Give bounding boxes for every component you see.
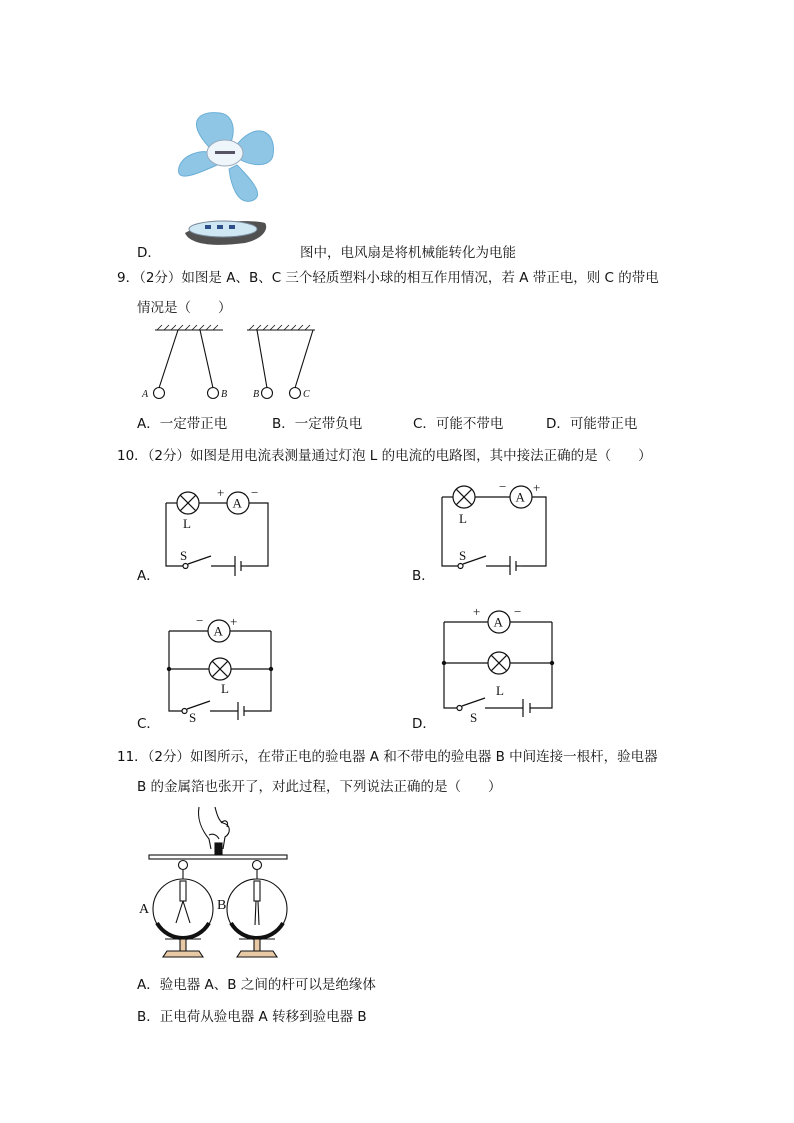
q10b-meter-letter: A xyxy=(515,489,525,505)
q9-label-c: C xyxy=(303,389,310,400)
q10-option-b: B． xyxy=(412,568,435,584)
q10b-switch-label: S xyxy=(459,548,467,563)
q10c-switch-label: S xyxy=(189,710,197,722)
q9-pendulum-figure xyxy=(135,322,325,404)
q9-label-a: A xyxy=(142,389,149,400)
q10a-meter-letter: A xyxy=(232,495,242,511)
q8-option-d-text: 图中，电风扇是将机械能转化为电能 xyxy=(300,245,516,261)
q9-option-a: A．一定带正电 xyxy=(137,416,228,432)
q9-stem-line2: 情况是（ ） xyxy=(137,300,232,316)
q10c-minus: − xyxy=(196,614,204,628)
q9-option-d: D．可能带正电 xyxy=(546,416,638,432)
q11-option-b: B．正电荷从验电器 A 转移到验电器 B xyxy=(137,1009,367,1025)
q10a-lamp-label: L xyxy=(183,516,191,531)
q10a-minus: − xyxy=(251,485,259,500)
q10c-lamp-label: L xyxy=(221,681,229,696)
q10-stem: 10．（2分）如图是用电流表测量通过灯泡 L 的电流的电路图，其中接法正确的是（ ） xyxy=(117,448,652,464)
q11-stem-line2: B 的金属箔也张开了，对此过程，下列说法正确的是（ ） xyxy=(137,779,502,795)
q10-option-c: C． xyxy=(137,716,160,732)
q9-label-b2: B xyxy=(253,389,260,400)
fan-image xyxy=(165,105,305,250)
q10-circuit-b xyxy=(430,480,555,575)
q10-circuit-c xyxy=(160,614,285,722)
q10-option-a: A． xyxy=(137,568,160,584)
q10-circuit-d xyxy=(435,604,560,722)
q9-label-b1: B xyxy=(221,389,228,400)
q11-electroscope-figure xyxy=(135,805,295,965)
q10d-minus: − xyxy=(514,604,522,619)
q10d-meter-letter: A xyxy=(493,614,503,630)
q11-stem-line1: 11．（2分）如图所示，在带正电的验电器 A 和不带电的验电器 B 中间连接一根杆，验电器 xyxy=(117,749,658,765)
q10d-plus: + xyxy=(473,604,481,619)
q11-label-a: A xyxy=(139,902,150,917)
q10d-lamp-label: L xyxy=(496,683,504,698)
q9-stem-line1: 9．（2分）如图是 A、B、C 三个轻质塑料小球的相互作用情况，若 A 带正电，则 C 的带电 xyxy=(117,270,659,286)
q11-option-a: A．验电器 A、B 之间的杆可以是绝缘体 xyxy=(137,977,376,993)
q11-label-b: B xyxy=(217,898,227,913)
q9-option-b: B．一定带负电 xyxy=(272,416,363,432)
q10b-minus: − xyxy=(499,480,507,494)
q10c-meter-letter: A xyxy=(213,623,223,639)
q10-circuit-a xyxy=(155,482,280,577)
q10a-plus: + xyxy=(217,485,225,500)
q9-option-c: C．可能不带电 xyxy=(413,416,504,432)
q10a-switch-label: S xyxy=(180,548,188,563)
q10b-plus: + xyxy=(533,480,541,495)
q8-option-d-letter: D． xyxy=(137,245,161,261)
q10-option-d: D． xyxy=(412,716,436,732)
q10d-switch-label: S xyxy=(470,710,478,722)
q10c-plus: + xyxy=(230,614,238,629)
q10b-lamp-label: L xyxy=(459,511,467,526)
